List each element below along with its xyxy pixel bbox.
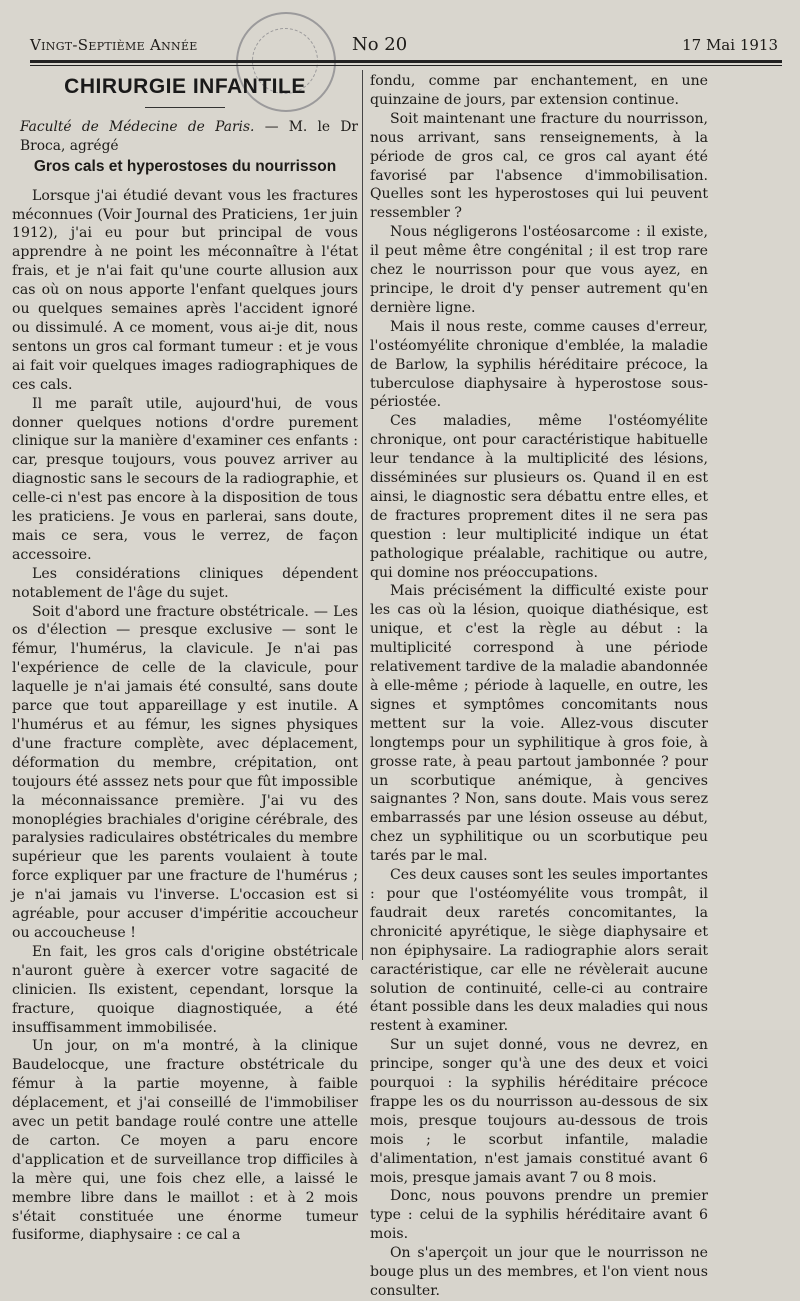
paragraph: Ces maladies, même l'ostéomyélite chronique, ont pour caractéristique habituelle leur tendance à la multiplicité des lésions, disséminées sur plusieurs os. Quand il en est ainsi, le diagnostic sera débattu entre elles, et de fractures proprement dites il ne sera pas question : leur multiplicité indique un état pathologique préalable, rachitique ou autre, qui domine nos préoccupations. xyxy=(370,413,708,581)
article-subtitle: Gros cals et hyperostoses du nourrisson xyxy=(33,157,337,175)
paragraph: Mais il nous reste, comme causes d'erreur, l'ostéomyélite chronique d'emblée, la maladie de Barlow, la syphilis héréditaire précoce, la tuberculose diaphysaire à hyperostose sous-périostée. xyxy=(370,318,708,411)
header-rule-thick xyxy=(30,60,782,63)
byline-faculty: Faculté de Médecine de Paris. xyxy=(20,118,255,135)
left-column xyxy=(12,74,358,1245)
paragraph: On s'aperçoit un jour que le nourrisson ne bouge plus un des membres, et l'on vient nous consulter. xyxy=(370,1245,708,1299)
header-rule-thin xyxy=(30,65,782,66)
byline-author: — M. le Dr Broca, agrégé xyxy=(20,118,358,154)
paragraph: Donc, nous pouvons prendre un premier type : celui de la syphilis héréditaire avant 6 mois. xyxy=(370,1188,708,1243)
issue-number: No 20 xyxy=(352,34,408,55)
paragraph: Sur un sujet donné, vous ne devrez, en principe, songer qu'à une des deux et voici pourquoi : la syphilis héréditaire précoce frappe les os du nourrisson au-dessous de six mois, presque toujours au-dessous de trois mois ; le scorbut infantile, maladie d'alimentation, n'est jamais constitué avant 6 mois, presque jamais avant 7 ou 8 mois. xyxy=(370,1037,708,1186)
title-rule xyxy=(145,107,225,108)
paragraph: fondu, comme par enchantement, en une quinzaine de jours, par extension continue. xyxy=(370,73,708,108)
right-column xyxy=(370,72,708,1301)
paragraph: Lorsque j'ai étudié devant vous les fractures méconnues (Voir Journal des Praticiens, 1er juin 1912), j'ai eu pour but principal de vous apprendre à ne point les méconnaître à l'état frais, et je n'ai fait qu'une courte allusion aux cas où on nous apporte l'enfant quelques jours ou quelques semaines après l'accident ignoré ou dissimulé. A ce moment, vous ai-je dit, nous sentons un gros cal formant tumeur : et je vous ai fait voir quelques images radiographiques de ces cals. xyxy=(12,187,358,393)
paragraph: Il me paraît utile, aujourd'hui, de vous donner quelques notions d'ordre purement clinique sur la manière d'examiner ces enfants : car, presque toujours, vous pouvez arriver au diagnostic sans le secours de la radiographie, et celle-ci n'est pas encore à la disposition de tous les praticiens. Je vous en parlerai, sans doute, mais ce sera, vous le verrez, de façon accessoire. xyxy=(12,395,358,563)
running-header xyxy=(30,30,778,60)
byline xyxy=(20,118,358,156)
paragraph: Un jour, on m'a montré, à la clinique Baudelocque, une fracture obstétricale du fémur à la partie moyenne, à faible déplacement, et j'ai conseillé de l'immobiliser avec un petit bandage roulé contre une attelle de carton. Ce moyen a paru encore d'application et de surveillance trop difficiles à la mère qui, une fois chez elle, a laissé le membre libre dans le maillot : et à 2 mois s'était constituée une énorme tumeur fusiforme, diaphysaire : ce cal a xyxy=(12,1038,358,1244)
paragraph: Soit maintenant une fracture du nourrisson, nous arrivant, sans renseignements, à la période de gros cal, ce gros cal ayant été favorisé par l'absence d'immobilisation. Quelles sont les hyperostoses qui lui peuvent ressembler ? xyxy=(370,110,708,222)
paragraph: Les considérations cliniques dépendent notablement de l'âge du sujet. xyxy=(12,565,358,601)
issue-date: 17 Mai 1913 xyxy=(682,36,778,54)
paragraph: Nous négligerons l'ostéosarcome : il existe, il peut même être congénital ; il est trop rare chez le nourrisson pour que vous ayez, en principe, le droit d'y penser autrement qu'en dernière ligne. xyxy=(370,224,708,316)
column-divider xyxy=(362,70,363,960)
section-title: CHIRURGIE INFANTILE xyxy=(64,75,306,98)
volume-label: Vingt-Septième Année xyxy=(30,36,198,54)
paragraph: En fait, les gros cals d'origine obstétricale n'auront guère à exercer votre sagacité de clinicien. Ils existent, cependant, lorsque la fracture, quoique diagnostiquée, a été insuffisamment immobilisée. xyxy=(12,943,358,1036)
paragraph: Soit d'abord une fracture obstétricale. — Les os d'élection — presque exclusive — sont le fémur, l'humérus, la clavicule. Je n'ai pas l'expérience de celle de la clavicule, pour laquelle je n'ai jamais été consulté, sans doute parce que tout appareillage y est inutile. A l'humérus et au fémur, les signes physiques d'une fracture complète, avec déplacement, déformation du membre, crépitation, ont toujours été asssez nets pour que fût impossible la méconnaissance première. J'ai vu des monoplégies brachiales d'origine cérébrale, des paralysies radiculaires obstétricales du membre supérieur que les parents voulaient à toute force expliquer par une fracture de l'humérus ; je n'ai jamais vu l'inverse. L'occasion est si agréable, pour accuser d'impéritie accoucheur ou accoucheuse ! xyxy=(12,603,358,941)
paragraph: Mais précisément la difficulté existe pour les cas où la lésion, quoique diathésique, est unique, et c'est la règle au début : la multiplicité correspond à une période relativement tardive de la maladie abandonnée à elle-même ; période à laquelle, en outre, les signes et symptômes concomitants nous mettent sur la voie. Allez-vous discuter longtemps pour un syphilitique à gros foie, à grosse rate, à peau partout jambonnée ? pour un scorbutique anémique, à gencives saignantes ? Non, sans doute. Mais vous serez embarrassés par une lésion osseuse au début, chez un syphilitique ou un scorbutique peu tarés par le mal. xyxy=(370,583,709,865)
paragraph: Ces deux causes sont les seules importantes : pour que l'ostéomyélite vous trompât, il faudrait deux raretés concomitantes, la chronicité apyrétique, le siège diaphysaire et non épiphysaire. La radiographie alors serait caractéristique, car elle ne révèlerait aucune solution de continuité, celle-ci au contraire étant possible dans les deux maladies qui nous restent à examiner. xyxy=(370,867,708,1035)
